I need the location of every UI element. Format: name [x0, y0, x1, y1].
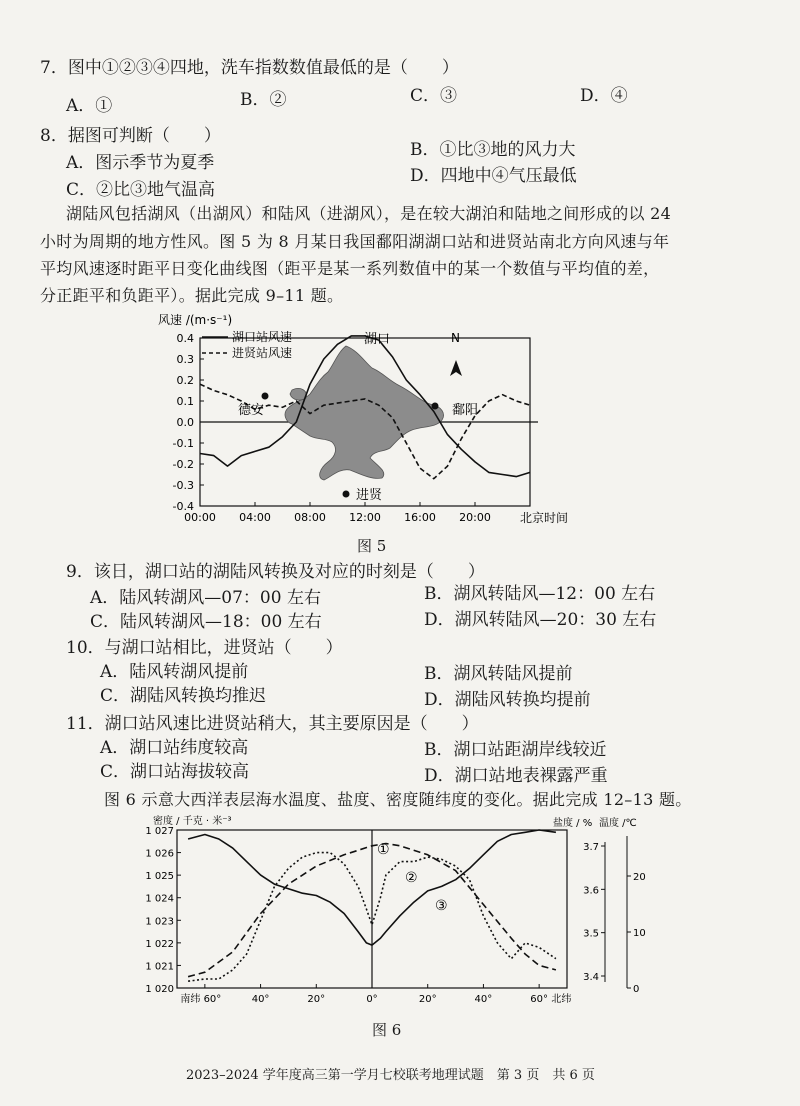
q9-option-a: A．陆风转湖风—07：00 左右	[90, 588, 321, 608]
intro12-line: 图 6 示意大西洋表层海水温度、盐度、密度随纬度的变化。据此完成 12–13 题。	[104, 790, 692, 809]
fig5-y-tick-label: -0.4	[172, 500, 194, 513]
fig5-y-tick-label: 0.1	[176, 395, 194, 408]
fig6-density-tick-label: 1 025	[145, 871, 174, 883]
q9-option-d: D．湖风转陆风—20：30 左右	[424, 610, 657, 630]
jinxian-dot	[343, 491, 350, 498]
fig6-x-tick-label: 0°	[366, 994, 378, 1005]
fig6-salinity-tick-label: 3.6	[583, 885, 599, 897]
figure-6-chart	[135, 812, 655, 1024]
q11-option-b: B．湖口站距湖岸线较近	[424, 740, 607, 760]
q9-stem: 9．该日，湖口站的湖陆风转换及对应的时刻是（ ）	[66, 562, 485, 582]
intro9-line-1: 湖陆风包括湖风（出湖风）和陆风（进湖风），是在较大湖泊和陆地之间形成的以 24	[66, 204, 672, 223]
intro9-line-4: 分正距平和负距平）。据此完成 9–11 题。	[40, 286, 344, 305]
fig6-density-tick-label: 1 024	[145, 893, 174, 905]
q10-stem: 10．与湖口站相比，进贤站（ ）	[66, 638, 343, 658]
q9-option-b: B．湖风转陆风—12：00 左右	[424, 584, 656, 604]
fig6-x-tick-label: 20°	[418, 994, 437, 1005]
north-label: N	[451, 331, 460, 345]
fig6-density-tick-label: 1 026	[145, 848, 174, 860]
label-dean: 德安	[238, 403, 265, 418]
q10-option-d: D．湖陆风转换均提前	[424, 690, 591, 710]
fig6-salinity-label: 盐度 / %	[553, 818, 593, 829]
legend-jinxian: 进贤站风速	[232, 346, 293, 360]
q11-option-d: D．湖口站地表裸露严重	[424, 766, 608, 786]
fig6-x-tick-label: 20°	[307, 994, 326, 1005]
q9-option-c: C．陆风转湖风—18：00 左右	[90, 612, 322, 632]
fig6-density-tick-label: 1 020	[145, 984, 174, 995]
curve-label-2: ②	[405, 870, 418, 886]
fig6-temp-label: 温度 /℃	[599, 818, 637, 829]
q10-option-c: C．湖陆风转换均推迟	[100, 686, 267, 706]
dean-dot	[262, 393, 269, 400]
q7-option-d: D．④	[580, 86, 628, 106]
q8-option-d: D．四地中④气压最低	[410, 166, 577, 186]
q8-stem: 8．据图可判断（ ）	[40, 126, 221, 146]
fig6-x-tick-label: 60°	[530, 994, 549, 1005]
legend-hukou: 湖口站风速	[232, 330, 293, 344]
fig5-x-tick-label: 00:00	[184, 511, 216, 524]
q8-option-c: C．②比③地气温高	[66, 180, 216, 200]
fig5-y-tick-label: 0.4	[176, 332, 194, 345]
fig5-x-tick-label: 16:00	[404, 511, 436, 524]
fig6-density-tick-label: 1 022	[145, 938, 174, 950]
fig6-x-tick-label: 北纬	[551, 994, 572, 1005]
fig5-x-axis-label: 北京时间	[520, 511, 569, 525]
fig5-x-tick-label: 12:00	[349, 511, 381, 524]
fig5-x-tick-label: 20:00	[459, 511, 491, 524]
fig6-x-tick-label: 南纬 60°	[180, 994, 222, 1005]
fig6-density-tick-label: 1 021	[145, 961, 174, 973]
fig6-temp-tick-label: 20	[633, 872, 646, 883]
poyang-dot	[432, 403, 439, 410]
fig6-caption: 图 6	[372, 1021, 402, 1039]
fig5-y-tick-label: -0.3	[172, 479, 194, 492]
fig6-x-tick-label: 40°	[474, 994, 493, 1005]
q8-option-a: A．图示季节为夏季	[66, 153, 215, 173]
fig6-density-tick-label: 1 027	[145, 826, 174, 837]
q7-option-b: B．②	[240, 90, 287, 110]
curve-label-1: ①	[377, 842, 390, 858]
fig6-density-label: 密度 / 千克 · 米⁻³	[153, 816, 232, 827]
fig5-caption: 图 5	[357, 537, 387, 555]
fig6-salinity-tick-label: 3.4	[583, 972, 599, 983]
label-jinxian: 进贤	[356, 488, 383, 503]
q10-option-a: A．陆风转湖风提前	[100, 662, 249, 682]
q7-stem: 7．图中①②③④四地，洗车指数数值最低的是（ ）	[40, 58, 459, 78]
label-hukou: 湖口	[364, 332, 391, 347]
intro9-line-2: 小时为周期的地方性风。图 5 为 8 月某日我国鄱阳湖湖口站和进贤站南北方向风速与年	[40, 232, 670, 251]
fig5-y-tick-label: 0.2	[176, 374, 194, 387]
figure-5-chart	[150, 310, 600, 535]
fig6-temp-tick-label: 10	[633, 928, 646, 939]
fig5-y-tick-label: 0.3	[176, 353, 194, 366]
label-poyang: 鄱阳	[452, 403, 479, 418]
fig6-temp-tick-label: 0	[633, 984, 640, 995]
q7-option-c: C．③	[410, 86, 458, 106]
north-arrow-icon	[450, 360, 462, 376]
curve-label-3: ③	[435, 898, 448, 914]
q11-stem: 11．湖口站风速比进贤站稍大，其主要原因是（ ）	[66, 714, 479, 734]
intro9-line-3: 平均风速逐时距平日变化曲线图（距平是某一系列数值中的某一个数值与平均值的差，	[40, 259, 660, 278]
q11-option-c: C．湖口站海拔较高	[100, 762, 250, 782]
fig5-y-tick-label: -0.1	[172, 437, 194, 450]
page-footer: 2023–2024 学年度高三第一学月七校联考地理试题 第 3 页 共 6 页	[186, 1068, 595, 1083]
fig6-salinity-tick-label: 3.5	[583, 928, 599, 940]
q7-option-a: A．①	[66, 96, 113, 116]
fig6-density-tick-label: 1 023	[145, 916, 174, 928]
fig5-y-tick-label: -0.2	[172, 458, 194, 471]
fig5-y-tick-label: 0.0	[176, 416, 194, 429]
fig5-y-axis-label: 风速 /(m·s⁻¹)	[158, 313, 233, 327]
fig6-x-tick-label: 40°	[251, 994, 270, 1005]
fig5-x-tick-label: 08:00	[294, 511, 326, 524]
fig5-x-tick-label: 04:00	[239, 511, 271, 524]
q11-option-a: A．湖口站纬度较高	[100, 738, 249, 758]
q8-option-b: B．①比③地的风力大	[410, 140, 576, 160]
fig6-salinity-tick-label: 3.7	[583, 842, 599, 853]
q10-option-b: B．湖风转陆风提前	[424, 664, 573, 684]
